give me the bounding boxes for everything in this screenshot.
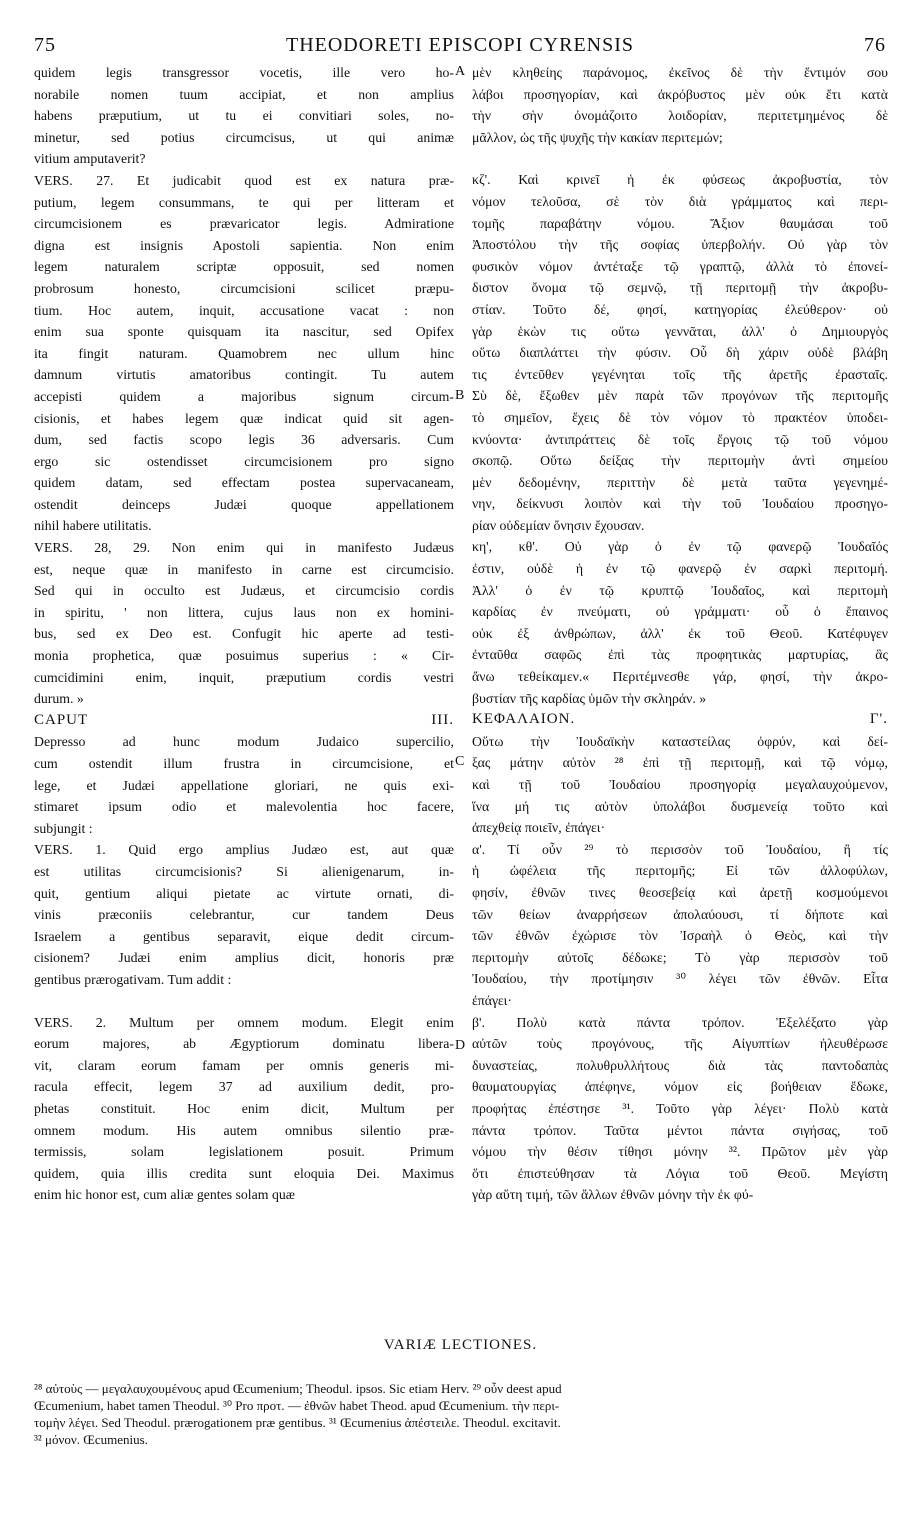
text-line: tium. Hoc autem, inquit, accusatione vacat : non: [34, 302, 454, 318]
text-line: cumcidimini enim, inquit, præputium cordis vestri: [34, 669, 454, 685]
text-line: racula effecit, legem 37 ad auxilium dedit, pro-: [34, 1079, 454, 1095]
margin-marker-d: D: [455, 1038, 466, 1053]
text-line: ἐνταῦθα σαφῶς ἐπὶ τὰς προφητικὰς μαρτυρίας, ἃς: [472, 647, 888, 663]
text-line: cisionem? Judæi enim amplius dicit, honoris præ: [34, 950, 454, 966]
running-title: THEODORETI EPISCOPI CYRENSIS: [285, 34, 635, 56]
note-line: Œcumenium, habet tamen Theodul. ³⁰ Pro προτ. — ἐθνῶν habet Theod. apud Œcumenium. τὴν περι-: [34, 1398, 560, 1413]
text-line: λάβοι προσηγορίαν, καὶ ἀκρόβυστος μὲν οὐκ ἔτι κατὰ: [472, 86, 888, 102]
text-line: α'. Τί οὖν ²⁹ τὸ περισσὸν τοῦ Ἰουδαίου, ἢ τίς: [472, 841, 888, 857]
note-line: ²⁸ αὐτοὺς — μεγαλαυχουμένους apud Œcumenium; Theodul. ipsos. Sic etiam Herv. ²⁹ οὖν deest apud: [34, 1381, 562, 1396]
text-line: φησίν, ἐθνῶν τινες θεοσεβείᾳ καὶ ἀρετῇ κοσμούμενοι: [472, 884, 888, 900]
text-line: [34, 991, 454, 1012]
text-line: τὴν σὴν ὀνομάζοιτο λοιδορίαν, περιτετμημένος δὲ: [472, 108, 888, 124]
text-line: κνύοντα· ἀντιπράττεις δὲ τοῖς ἔργοις τῷ τοῦ νόμου: [472, 431, 888, 447]
text-line: προφήτας ἐπέστησε ³¹. Τοῦτο γὰρ λέγει· Πολὺ κατὰ: [472, 1100, 888, 1116]
text-line: Σὺ δὲ, ἔξωθεν μὲν παρὰ τῶν προγόνων τῆς περιτομῆς: [472, 388, 888, 404]
text-line: phetas constituit. Hoc enim dicit, Multum per: [34, 1100, 454, 1116]
text-line: eorum majores, ab Ægyptiorum dominatu libera-: [34, 1036, 454, 1052]
text-line: quidem datam, sed effectam postea supervacaneam,: [34, 475, 454, 491]
text-line: subjungit :: [34, 820, 93, 836]
text-line: ΚΕΦΑΛΑΙΟΝ. Γ'.: [472, 711, 888, 728]
text-line: ostendit deinceps Judæi quoque appellationem: [34, 496, 454, 512]
text-line: ὅτι ἐπιστεύθησαν τὰ Λόγια τοῦ Θεοῦ. Μεγίστη: [472, 1165, 888, 1181]
text-line: γὰρ ἑκὼν τις οὕτω γεννᾶται, ἀλλ' ὁ Δημιουργὸς: [472, 323, 888, 339]
text-line: damnum virtutis amatoribus contingit. Tu autem: [34, 367, 454, 383]
text-line: [472, 148, 888, 169]
text-line: omnem modum. His autem omnibus silentio præ-: [34, 1122, 454, 1138]
text-line: στίαν. Τοῦτο δέ, φησί, κατηγορίας ἐλεύθερον· οὐ: [472, 301, 888, 317]
text-line: αὐτῶν τοὺς προγόνους, τῆς Αἰγυπτίων ἠλευθέρωσε: [472, 1036, 888, 1052]
text-line: διστον ὄνομα τῷ σεμνῷ, τῇ περιτομῇ τὴν ἀκροβυ-: [472, 280, 888, 296]
text-line: δυναστείας, πολυθρυλλήτους διὰ τὰς παντοδαπὰς: [472, 1057, 888, 1073]
note-line: ³² μόνον. Œcumenius.: [34, 1432, 148, 1447]
text-line: κη', κθ'. Οὐ γὰρ ὁ ἐν τῷ φανερῷ Ἰουδαῖός: [472, 539, 888, 555]
text-line: ἀπεχθείᾳ ποιεῖν, ἐπάγει·: [472, 820, 606, 836]
text-line: quidem, quia illis credita sunt eloquia Dei. Maximus: [34, 1165, 454, 1181]
greek-column: [472, 62, 888, 1206]
text-line: νόμον τελοῦσα, σὲ τὸν διὰ γράμματος καὶ περι-: [472, 193, 888, 209]
text-line: putium, legem consummans, te qui per litteram et: [34, 194, 454, 210]
text-line: cisionis, et habes legem quæ indicat quid sit agen-: [34, 410, 454, 426]
text-line: ergo sic ostendisset circumcisionem pro signo: [34, 453, 454, 469]
text-line: σκοπῷ. Οὕτω δείξας τὴν περιτομὴν ἀντὶ σημείου: [472, 453, 888, 469]
text-line: καρδίας ἐν πνεύματι, οὐ γράμματι· οὗ ὁ ἔπαινος: [472, 604, 888, 620]
latin-column: [34, 62, 454, 1206]
text-line: CAPUT III.: [34, 711, 454, 728]
text-line: gentibus prærogativam. Tum addit :: [34, 971, 232, 987]
text-line: οὐκ ἐξ ἀνθρώπων, ἀλλ' ἐκ τοῦ Θεοῦ. Κατέφυγεν: [472, 625, 888, 641]
text-line: τὸ σημεῖον, ἔχεις δὲ τὸν νόμον τὸ πρακτέον ὑποδει-: [472, 409, 888, 425]
variae-lectiones-notes: [34, 1380, 892, 1448]
text-line: monia prophetica, quæ posuimus superius : « Cir-: [34, 648, 454, 664]
text-line: digna est insignis Apostoli sapientia. Non enim: [34, 237, 454, 253]
text-line: vit, claram eorum famam per omnis generis mi-: [34, 1057, 454, 1073]
margin-marker-a: A: [455, 64, 466, 79]
text-line: VERS. 27. Et judicabit quod est ex natura præ-: [34, 172, 454, 188]
text-line: καὶ τῇ τοῦ Ἰουδαίου προσηγορίᾳ μεγαλαυχούμενον,: [472, 777, 888, 792]
text-line: durum. »: [34, 691, 84, 707]
page-number-left: 75: [34, 34, 56, 56]
text-line: VERS. 1. Quid ergo amplius Judæo est, aut quæ: [34, 842, 454, 858]
text-line: Depresso ad hunc modum Judaico supercilio,: [34, 734, 454, 750]
text-line: quit, gentium aliqui pietate ac virtute ornati, di-: [34, 885, 454, 901]
text-line: ἄνω τεθείκαμεν.« Περιτέμνεσθε γάρ, φησί, τὴν ἀκρο-: [472, 669, 888, 685]
text-line: περιτομὴν αὐτοῖς δέδωκε; Τὸ γὰρ περισσὸν τοῦ: [472, 949, 888, 965]
text-line: termissis, solam legislationem posuit. Primum: [34, 1144, 454, 1160]
text-line: Ἀποστόλου τὴν τῆς σοφίας ὑπερβολήν. Οὐ γὰρ τὸν: [472, 237, 888, 253]
text-line: νην, δείκνυσι λοιπὸν καὶ τὴν τοῦ Ἰουδαίου προσηγο-: [472, 496, 888, 512]
text-line: γὰρ αὕτη τιμή, τῶν ἄλλων ἐθνῶν μόνην τὴν ἐκ φύ-: [472, 1187, 754, 1203]
text-line: ξας μάτην αὐτὸν ²⁸ ἐπὶ τῇ περιτομῇ, καὶ τῷ νόμῳ,: [472, 755, 888, 771]
text-line: πάντα τρόπον. Ταῦτα μέντοι πάντα σιγήσας, τοῦ: [472, 1122, 888, 1138]
text-line: φυσικὸν νόμον ἀντέταξε τῷ γραπτῷ, ἀλλὰ τὸ ἐπονεί-: [472, 258, 888, 274]
note-line: τομὴν λέγει. Sed Theodul. prærogationem præ gentibus. ³¹ Œcumenius ἀπέστειλε. Theodul. excitavit.: [34, 1415, 561, 1430]
text-line: cum ostendit illum frustra in circumcisione, et: [34, 756, 454, 771]
text-line: μᾶλλον, ὡς τῆς ψυχῆς τὴν κακίαν περιτεμών;: [472, 129, 723, 145]
text-line: κζ'. Καὶ κρινεῖ ἡ ἐκ φύσεως ἀκροβυστία, τὸν: [472, 172, 888, 188]
text-line: ita fingit naturam. Quamobrem nec ullum hinc: [34, 345, 454, 361]
text-line: ρίαν οὐδεμίαν ὄνησιν ἔχουσαν.: [472, 517, 645, 533]
text-line: stimaret ipsum odio et malevolentia hoc facere,: [34, 799, 454, 815]
text-line: Ἀλλ' ὁ ἐν τῷ κρυπτῷ Ἰουδαῖος, καὶ περιτομὴ: [472, 582, 888, 598]
text-line: est utilitas circumcisionis? Si alienigenarum, in-: [34, 863, 454, 879]
text-line: Sed qui in occulto est Judæus, et circumcisio cordis: [34, 583, 454, 599]
page-number-right: 76: [864, 34, 886, 56]
text-line: probrosum honesto, circumcisioni scilicet præpu-: [34, 280, 454, 296]
text-line: enim hic honor est, cum aliæ gentes solam quæ: [34, 1187, 295, 1203]
margin-marker-c: C: [455, 754, 465, 769]
text-line: enim sua sponte quisquam ita nascitur, sed Opifex: [34, 324, 454, 340]
text-line: μὲν δεδομένην, περιττὴν δὲ μετὰ ταῦτα γεγενημέ-: [472, 474, 888, 490]
text-line: VERS. 28, 29. Non enim qui in manifesto Judæus: [34, 540, 454, 556]
text-line: ἵνα μή τις αὐτὸν ὑπολάβοι δυσμενείᾳ τοῦτο καὶ: [472, 798, 888, 814]
text-line: habens præputium, ut tu ei convitiari soles, no-: [34, 108, 454, 124]
text-line: βυστίαν τῆς καρδίας ὑμῶν τὴν σκληράν. »: [472, 690, 707, 706]
text-line: est, neque quæ in manifesto in carne est circumcisio.: [34, 561, 454, 577]
text-line: ἐστιν, οὐδὲ ἡ ἐν τῷ φανερῷ ἐν σαρκὶ περιτομή.: [472, 561, 888, 577]
page-header: [34, 34, 886, 60]
text-line: τῶν θείων ἀναρρήσεων ἀπολαύουσι, τί δήποτε καὶ: [472, 906, 888, 922]
text-line: Οὕτω τὴν Ἰουδαϊκὴν καταστείλας ὀφρύν, καὶ δεί-: [472, 733, 888, 749]
text-line: VERS. 2. Multum per omnem modum. Elegit enim: [34, 1014, 454, 1030]
text-line: τῶν ἐθνῶν ἐχώρισε τὸν Ἰσραὴλ ὁ Θεὸς, καὶ τὴν: [472, 928, 888, 944]
text-line: lege, et Judæi appellatione gloriari, ne quis exi-: [34, 777, 454, 793]
text-line: bus, sed ex Deo est. Confugit hic aperte ad testi-: [34, 626, 454, 642]
text-line: circumcisionem es prævaricator legis. Admiratione: [34, 216, 454, 232]
text-line: οὕτω διαπλάττει τὴν φύσιν. Οὗ δὴ χάριν οὐδὲ βλάβη: [472, 345, 888, 361]
text-line: legem naturalem scriptæ opposuit, sed nomen: [34, 259, 454, 275]
text-line: vinis præconiis celebrantur, cur tandem Deus: [34, 907, 454, 923]
text-line: ἐπάγει·: [472, 992, 512, 1008]
text-line: τομῆς παραβάτην νόμου. Ἄξιον θαυμάσαι τοῦ: [472, 215, 888, 231]
text-line: dum, sed factis scopo legis 36 adversaris. Cum: [34, 432, 454, 448]
text-line: minetur, sed potius circumcisus, ut qui animæ: [34, 129, 454, 145]
text-line: ἡ ὠφέλεια τῆς περιτομῆς; Εἰ τῶν ἀλλοφύλων,: [472, 863, 888, 879]
text-line: τις ἐντεῦθεν γεγένηται τοῖς τῆς ἀρετῆς ἐρασταῖς.: [472, 366, 888, 382]
text-line: quidem legis transgressor vocetis, ille vero ho-: [34, 65, 454, 80]
text-line: μὲν κληθείης παράνομος, ἐκεῖνος δὲ τὴν ἔντιμόν σου: [472, 65, 888, 80]
text-line: norabile nomen tuum accipiat, et non amplius: [34, 86, 454, 102]
text-line: accepisti quidem a majoribus signum circum-: [34, 388, 454, 404]
variae-lectiones-heading: VARIÆ LECTIONES.: [383, 1337, 538, 1353]
text-line: in spiritu, ' non littera, cujus laus non ex homini-: [34, 604, 454, 620]
text-line: Israelem a gentibus separavit, eique dedit circum-: [34, 928, 454, 944]
text-line: Ἰουδαίου, τὴν προτίμησιν ³⁰ λέγει τῶν ἐθνῶν. Εἶτα: [472, 971, 888, 987]
margin-marker-b: B: [455, 388, 465, 403]
text-line: νόμου τὴν θέσιν τίθησι μόνην ³². Πρῶτον μὲν γὰρ: [472, 1144, 888, 1160]
text-line: β'. Πολὺ κατὰ πάντα τρόπον. Ἐξελέξατο γὰρ: [472, 1014, 888, 1030]
text-line: vitium amputaverit?: [34, 151, 146, 167]
text-line: θαυματουργίας ἀπέφηνε, νόμον εἰς βοήθειαν ἔδωκε,: [472, 1079, 888, 1095]
text-line: nihil habere utilitatis.: [34, 518, 152, 534]
